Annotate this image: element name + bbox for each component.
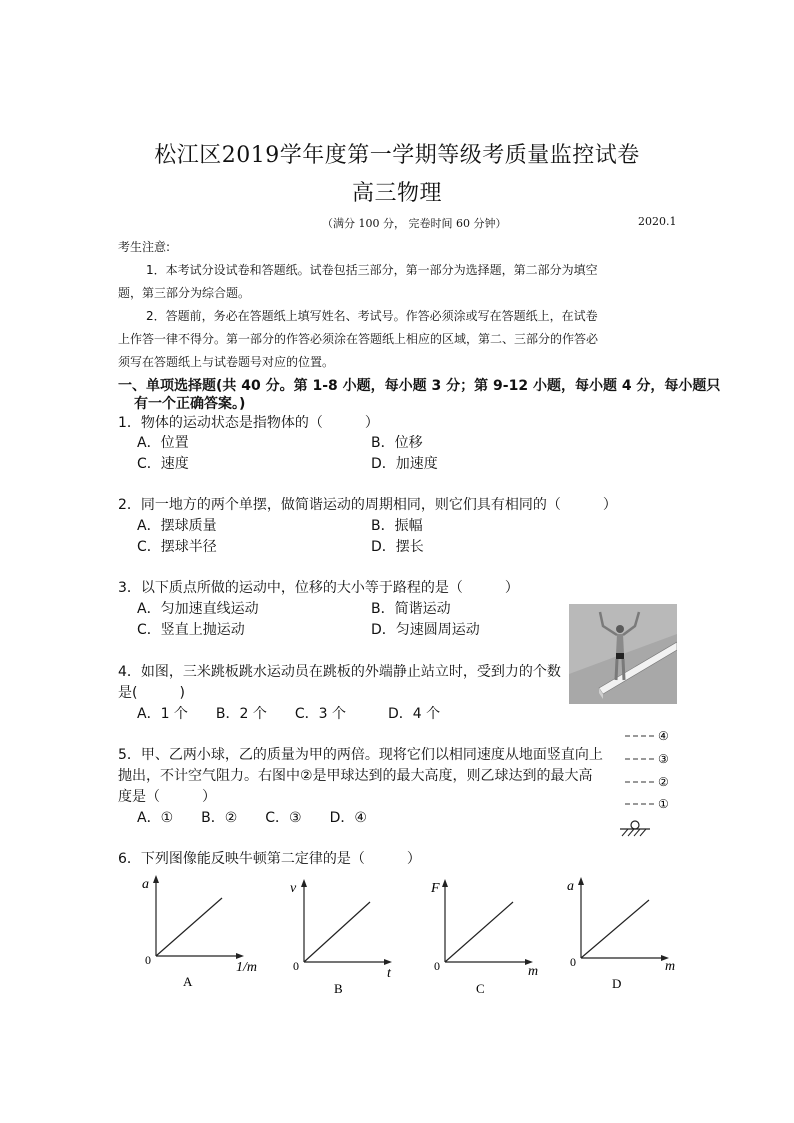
q1-option-d: D．加速度	[371, 456, 438, 472]
graph-b-origin: 0	[293, 959, 299, 973]
ball	[631, 821, 639, 829]
level-label-3: ③	[658, 752, 669, 766]
graph-a-line	[156, 898, 222, 956]
diver-illustration	[569, 604, 677, 704]
q3-option-d: D．匀速圆周运动	[371, 622, 480, 638]
q1-option-c: C．速度	[137, 456, 189, 472]
notice-item1-line2: 题，第三部分为综合题。	[118, 286, 251, 300]
graph-a	[138, 872, 268, 1001]
q1-option-a: A．位置	[137, 435, 189, 451]
section1-heading-line2: 有一个正确答案。)	[134, 396, 246, 412]
graph-c	[427, 876, 557, 1005]
q1-stem: 1．物体的运动状态是指物体的（ ）	[118, 415, 379, 431]
level-label-2: ②	[658, 775, 669, 789]
graph-b-xlabel: t	[387, 966, 391, 981]
graph-a-xlabel: 1/m	[236, 960, 257, 975]
q3-option-c: C．竖直上抛运动	[137, 622, 245, 638]
q2-option-a: A．摆球质量	[137, 518, 217, 534]
graph-b-caption: B	[334, 981, 343, 996]
q4-stem-line1: 4．如图，三米跳板跳水运动员在跳板的外端静止站立时，受到力的个数	[118, 664, 561, 680]
graph-b-line	[304, 902, 370, 962]
exam-info: （满分 100 分， 完卷时间 60 分钟）	[322, 217, 507, 230]
q2-option-c: C．摆球半径	[137, 539, 217, 555]
notice-item2-line1: 2．答题前，务必在答题纸上填写姓名、考试号。作答必须涂或写在答题纸上，在试卷	[146, 309, 598, 323]
graph-a-caption: A	[183, 974, 193, 989]
exam-title: 松江区2019学年度第一学期等级考质量监控试卷	[154, 143, 640, 168]
graph-c-caption: C	[476, 981, 485, 996]
q5-stem-line3: 度是（ ）	[118, 789, 216, 805]
q1-option-b: B．位移	[371, 435, 423, 451]
graph-d-caption: D	[612, 976, 622, 991]
q5-options: A．① B．② C．③ D．④	[137, 810, 367, 826]
graph-d	[563, 874, 693, 1003]
notice-heading: 考生注意:	[118, 240, 171, 254]
exam-subtitle: 高三物理	[351, 181, 442, 206]
notice-item1-line1: 1．本考试分设试卷和答题纸。试卷包括三部分，第一部分为选择题，第二部分为填空	[146, 263, 598, 277]
graph-d-line	[581, 900, 649, 958]
level-label-1: ①	[658, 797, 669, 811]
graph-a-origin: 0	[145, 953, 151, 967]
q2-option-d: D．摆长	[371, 539, 424, 555]
exam-date: 2020.1	[638, 215, 677, 228]
graph-d-origin: 0	[570, 955, 576, 969]
graph-c-origin: 0	[434, 959, 440, 973]
q3-stem: 3．以下质点所做的运动中，位移的大小等于路程的是（ ）	[118, 580, 519, 596]
q4-stem-line2: 是( )	[118, 685, 185, 701]
q4-options: A．1 个 B．2 个 C．3 个 D．4 个	[137, 706, 441, 722]
level-label-4: ④	[658, 729, 669, 743]
notice-item2-line3: 须写在答题纸上与试卷题号对应的位置。	[118, 355, 335, 369]
q3-option-a: A．匀加速直线运动	[137, 601, 259, 617]
graph-b-ylabel: v	[290, 881, 297, 896]
graph-d-xlabel: m	[665, 959, 676, 974]
q2-stem: 2．同一地方的两个单摆，做简谐运动的周期相同，则它们具有相同的（ ）	[118, 497, 617, 513]
graph-c-ylabel: F	[431, 881, 440, 896]
q3-option-b: B．简谐运动	[371, 601, 451, 617]
graph-a-ylabel: a	[142, 877, 149, 892]
graph-d-ylabel: a	[567, 879, 574, 894]
notice-item2-line2: 上作答一律不得分。第一部分的作答必须涂在答题纸上相应的区域，第二、三部分的作答必	[118, 332, 599, 346]
section1-heading-line1: 一、单项选择题(共 40 分。第 1-8 小题，每小题 3 分；第 9-12 小题，每小题 4 分，每小题只	[118, 378, 721, 394]
q2-option-b: B．振幅	[371, 518, 423, 534]
q5-stem-line1: 5．甲、乙两小球，乙的质量为甲的两倍。现将它们以相同速度从地面竖直向上	[118, 747, 603, 763]
graph-b	[286, 876, 416, 1005]
graph-c-xlabel: m	[528, 964, 539, 979]
q5-stem-line2: 抛出，不计空气阻力。右图中②是甲球达到的最大高度，则乙球达到的最大高	[118, 768, 593, 784]
graph-c-line	[445, 902, 513, 962]
height-level-diagram	[610, 726, 685, 842]
q6-stem: 6．下列图像能反映牛顿第二定律的是（ ）	[118, 851, 421, 867]
